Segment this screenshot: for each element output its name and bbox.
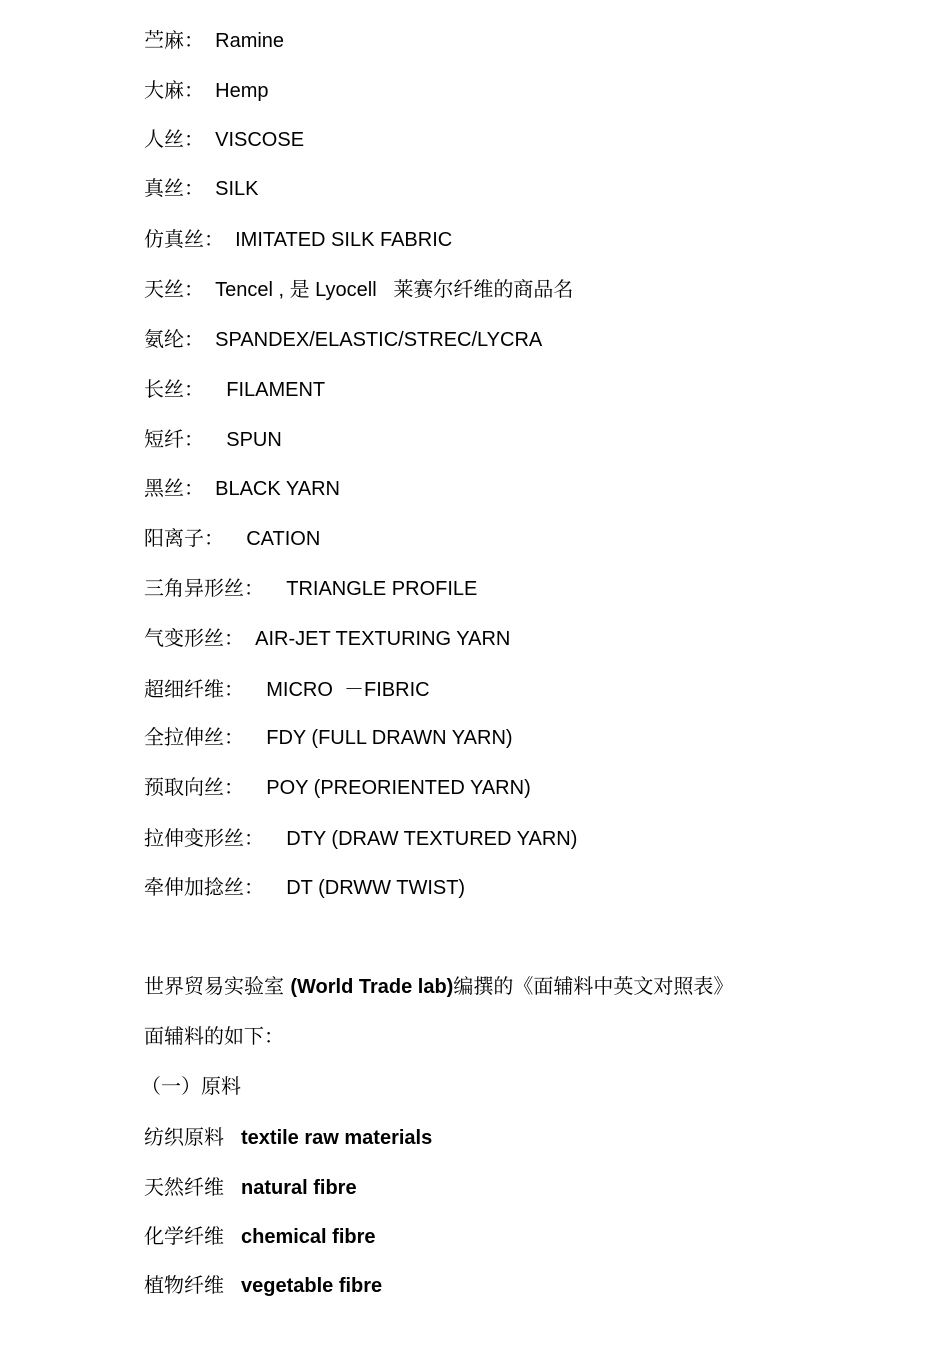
intro-suffix: 编撰的《面辅料中英文对照表》	[453, 974, 734, 998]
glossary-entry	[144, 27, 284, 54]
intro-bold: (World Trade lab)	[290, 976, 454, 998]
glossary-entry	[144, 475, 340, 502]
entry-zh: 仿真丝：	[144, 227, 224, 251]
entry-zh: 阳离子：	[144, 526, 224, 550]
material-zh: 植物纤维	[144, 1273, 224, 1297]
entry-zh: 长丝：	[144, 377, 204, 401]
entry-en: IMITATED SILK FABRIC	[235, 229, 453, 251]
entry-en: MICRO －FIBRIC	[266, 679, 430, 701]
glossary-entry	[144, 825, 577, 852]
glossary-entry	[144, 376, 325, 403]
glossary-entry	[144, 175, 258, 202]
entry-zh: 苎麻：	[144, 28, 204, 52]
entry-zh: 天丝：	[144, 277, 204, 301]
entry-en: AIR-JET TEXTURING YARN	[255, 628, 511, 650]
entry-en: DTY (DRAW TEXTURED YARN)	[286, 828, 578, 850]
material-en: vegetable fibre	[241, 1275, 383, 1297]
entry-en: TRIANGLE PROFILE	[286, 578, 478, 600]
glossary-entry	[144, 426, 282, 453]
entry-zh: 人丝：	[144, 127, 204, 151]
intro-line	[144, 973, 733, 1000]
entry-zh: 三角异形丝：	[144, 576, 264, 600]
entry-zh: 氨纶：	[144, 327, 204, 351]
entry-en: SILK	[215, 178, 259, 200]
entry-zh: 真丝：	[144, 176, 204, 200]
entry-en: VISCOSE	[215, 129, 305, 151]
entry-en: Ramine	[215, 30, 285, 52]
entry-en: Hemp	[215, 80, 269, 102]
entry-en: FILAMENT	[226, 379, 326, 401]
material-zh: 天然纤维	[144, 1175, 224, 1199]
entry-zh: 牵伸加捻丝：	[144, 875, 264, 899]
glossary-entry	[144, 625, 510, 652]
glossary-entry	[144, 326, 542, 353]
material-entry	[144, 1272, 382, 1299]
glossary-entry	[144, 874, 465, 901]
glossary-entry	[144, 724, 513, 751]
entry-zh: 拉伸变形丝：	[144, 826, 264, 850]
glossary-entry	[144, 676, 430, 703]
entry-en: SPUN	[226, 429, 282, 451]
glossary-entry	[144, 276, 573, 303]
entry-en: BLACK YARN	[215, 478, 340, 500]
subtitle: 面辅料的如下：	[144, 1024, 284, 1048]
entry-zh: 黑丝：	[144, 476, 204, 500]
section-heading: （一）原料	[141, 1074, 241, 1098]
entry-zh: 气变形丝：	[144, 626, 244, 650]
material-entry	[144, 1174, 357, 1201]
entry-zh: 短纤：	[144, 427, 204, 451]
entry-zh: 预取向丝：	[144, 775, 244, 799]
glossary-entry	[144, 525, 320, 552]
glossary-entry	[144, 77, 268, 104]
entry-en: POY (PREORIENTED YARN)	[266, 777, 531, 799]
entry-zh: 大麻：	[144, 78, 204, 102]
glossary-entry	[144, 774, 531, 801]
material-entry	[144, 1124, 432, 1151]
glossary-entry	[144, 226, 452, 253]
glossary-entry	[144, 575, 477, 602]
entry-zh: 超细纤维：	[144, 677, 244, 701]
entry-zh: 全拉伸丝：	[144, 725, 244, 749]
material-en: textile raw materials	[241, 1127, 433, 1149]
material-zh: 纺织原料	[144, 1125, 224, 1149]
entry-en: SPANDEX/ELASTIC/STREC/LYCRA	[215, 329, 543, 351]
entry-en: DT (DRWW TWIST)	[286, 877, 466, 899]
intro-prefix: 世界贸易实验室	[144, 974, 291, 998]
entry-en: FDY (FULL DRAWN YARN)	[266, 727, 513, 749]
material-en: chemical fibre	[241, 1226, 376, 1248]
material-entry	[144, 1223, 376, 1250]
material-zh: 化学纤维	[144, 1224, 224, 1248]
glossary-entry	[144, 126, 304, 153]
entry-en: Tencel , 是 Lyocell 莱赛尔纤维的商品名	[215, 279, 574, 301]
material-en: natural fibre	[241, 1177, 357, 1199]
entry-en: CATION	[246, 528, 321, 550]
